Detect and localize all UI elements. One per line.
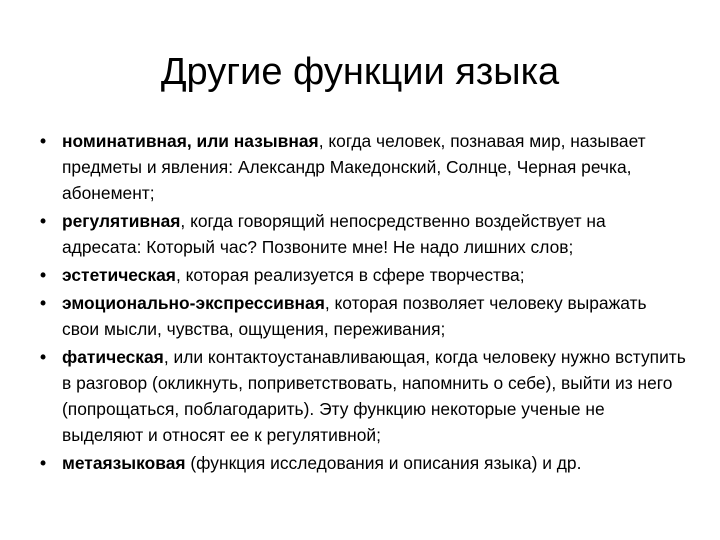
bullet-text: (функция исследования и описания языка) и др. — [185, 453, 582, 473]
bullet-item-phatic — [36, 344, 686, 448]
bullet-text: , когда говорящий непосредственно воздействует на адресата: Который час? Позвоните мне! Не надо лишних слов; — [62, 211, 606, 257]
bullet-text: , когда человек, познавая мир, называет предметы и явления: Александр Македонский, Солнце, Черная речка, абонемент; — [62, 131, 646, 203]
bullet-item-regulative — [36, 208, 686, 260]
bullet-item-metalinguistic — [36, 450, 686, 476]
bullet-item-emotive — [36, 290, 686, 342]
slide-title: Другие функции языка — [160, 51, 560, 93]
bullet-term: эстетическая — [62, 265, 176, 285]
bullet-text: , которая реализуется в сфере творчества; — [175, 265, 525, 285]
bullet-item-aesthetic — [36, 262, 686, 288]
bullet-icon: • — [39, 453, 47, 473]
bullet-icon: • — [39, 347, 47, 367]
bullet-icon: • — [39, 131, 47, 151]
bullet-term: эмоционально-экспрессивная — [62, 293, 325, 313]
bullet-item-nominative — [36, 128, 686, 206]
bullet-icon: • — [39, 211, 47, 231]
bullet-icon: • — [39, 265, 47, 285]
bullet-term: метаязыковая — [62, 453, 186, 473]
bullet-term: номинативная, или назывная — [62, 131, 319, 151]
bullet-text: , или контактоустанавливающая, когда человеку нужно вступить в разговор (окликнуть, поприветствовать, напомнить о себе), выйти из него (попрощаться, поблагодарить). Эту функцию некоторые ученые не выделяют и относят ее к регулятивной; — [62, 347, 686, 445]
bullet-text: , которая позволяет человеку выражать свои мысли, чувства, ощущения, переживания; — [62, 293, 647, 339]
bullet-term: фатическая — [62, 347, 164, 367]
bullet-icon: • — [39, 293, 47, 313]
bullet-list — [36, 128, 686, 478]
bullet-term: регулятивная — [62, 211, 181, 231]
